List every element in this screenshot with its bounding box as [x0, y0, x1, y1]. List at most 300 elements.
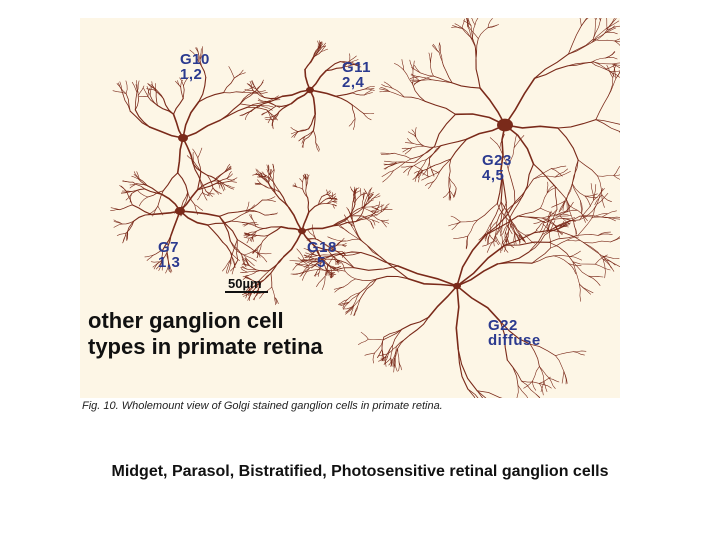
- dendrite: [342, 243, 346, 245]
- dendrite: [457, 235, 486, 286]
- dendrite: [394, 159, 411, 171]
- dendrite: [534, 164, 556, 187]
- neuron-g11: [240, 41, 375, 152]
- dendrite: [594, 62, 610, 71]
- dendrite: [620, 131, 621, 146]
- dendrite: [183, 86, 184, 99]
- dendrite: [268, 227, 281, 236]
- dendrite: [580, 284, 581, 301]
- dendrite: [551, 166, 566, 169]
- dendrite: [434, 171, 440, 182]
- dendrite: [578, 234, 598, 235]
- dendrite: [361, 194, 366, 196]
- dendrite: [410, 60, 413, 70]
- cell-label-g10: [180, 52, 210, 82]
- figure-title-line-1: other ganglion cell: [88, 308, 284, 333]
- dendrite: [462, 19, 464, 28]
- dendrite: [382, 171, 394, 177]
- dendrite: [213, 188, 219, 195]
- dendrite: [178, 173, 188, 193]
- dendrite: [452, 222, 461, 230]
- dendrite: [532, 248, 551, 263]
- dendrite: [156, 92, 157, 105]
- dendrite: [365, 353, 375, 355]
- dendrite: [224, 168, 231, 173]
- dendrite: [429, 53, 431, 63]
- dendrite: [249, 265, 257, 270]
- dendrite: [247, 238, 249, 243]
- dendrite: [594, 62, 613, 64]
- soma: [298, 228, 306, 234]
- cell-strata: 1,2: [180, 66, 203, 83]
- dendrite: [381, 220, 388, 221]
- dendrite: [384, 82, 392, 88]
- dendrite: [355, 195, 361, 202]
- dendrite: [567, 184, 573, 200]
- dendrite: [257, 250, 258, 255]
- dendrite: [371, 210, 378, 212]
- cell-name: G7: [158, 239, 180, 256]
- dendrite: [518, 208, 541, 216]
- cell-strata: diffuse: [488, 332, 541, 349]
- dendrite: [595, 264, 610, 270]
- dendrite: [297, 187, 303, 189]
- dendrite: [302, 226, 333, 231]
- dendrite: [293, 261, 305, 270]
- figure-title-line-2: types in primate retina: [88, 334, 323, 359]
- dendrite: [364, 90, 372, 95]
- dendrite: [490, 138, 500, 149]
- dendrite: [240, 104, 260, 106]
- dendrite: [219, 216, 237, 239]
- dendrite: [573, 352, 584, 355]
- dendrite: [433, 44, 439, 52]
- dendrite: [156, 89, 164, 99]
- dendrite: [581, 18, 596, 26]
- dendrite: [237, 240, 238, 261]
- dendrite: [341, 239, 360, 241]
- dendrite: [560, 215, 571, 216]
- dendrite: [363, 192, 365, 199]
- dendrite: [354, 307, 358, 316]
- dendrite: [368, 339, 383, 340]
- cell-name: G10: [180, 51, 210, 68]
- dendrite: [408, 166, 413, 175]
- dendrite: [573, 262, 596, 265]
- dendrite: [574, 222, 577, 234]
- dendrite: [255, 82, 263, 91]
- dendrite: [569, 205, 581, 213]
- dendrite: [271, 273, 272, 287]
- dendrite: [139, 197, 148, 206]
- dendrite: [492, 202, 501, 221]
- cell-label-g11: [342, 60, 371, 90]
- dendrite: [556, 356, 564, 372]
- dendrite: [220, 104, 240, 120]
- dendrite: [356, 279, 377, 281]
- dendrite: [522, 164, 533, 197]
- dendrite: [373, 353, 375, 363]
- dendrite: [335, 270, 345, 271]
- dendrite: [111, 210, 120, 211]
- dendrite: [449, 222, 461, 226]
- dendrite: [144, 88, 149, 97]
- dendrite: [262, 111, 268, 115]
- dendrite: [223, 242, 232, 256]
- dendrite: [247, 271, 256, 272]
- dendrite: [515, 234, 516, 245]
- dendrite: [250, 215, 253, 220]
- dendrite: [568, 62, 594, 66]
- dendrite: [150, 87, 151, 95]
- dendrite: [372, 215, 382, 221]
- dendrite: [291, 127, 298, 131]
- dendrite: [470, 18, 475, 25]
- dendrite: [377, 276, 409, 279]
- dendrite: [237, 240, 256, 252]
- dendrite: [613, 62, 620, 64]
- dendrite: [607, 18, 614, 30]
- dendrite: [449, 159, 451, 178]
- dendrite: [432, 80, 452, 83]
- dendrite: [174, 99, 184, 115]
- dendrite: [297, 249, 305, 261]
- cell-strata: 1,3: [158, 254, 181, 271]
- dendrite: [558, 128, 578, 160]
- cell-strata: 2,4: [342, 74, 365, 91]
- dendrite: [616, 66, 620, 78]
- soma: [175, 207, 185, 215]
- dendrite: [117, 84, 123, 95]
- soma: [178, 134, 188, 142]
- dendrite: [395, 362, 397, 372]
- dendrite: [138, 191, 148, 197]
- dendrite: [203, 193, 207, 201]
- figure-title: [88, 308, 323, 360]
- dendrite: [392, 88, 404, 97]
- dendrite: [572, 160, 578, 184]
- dendrite: [138, 86, 144, 96]
- dendrite: [577, 18, 581, 26]
- dendrite: [253, 237, 254, 242]
- dendrite: [556, 352, 574, 356]
- dendrite: [248, 272, 256, 276]
- ganglion-cell-figure: [80, 18, 620, 398]
- figure-caption: Fig. 10. Wholemount view of Golgi stained ganglion cells in primate retina.: [82, 400, 443, 412]
- dendrite: [313, 131, 315, 143]
- dendrite: [383, 171, 394, 182]
- cell-label-g23: [482, 153, 512, 183]
- dendrite: [598, 18, 600, 21]
- dendrite: [345, 271, 356, 279]
- dendrite: [412, 146, 425, 148]
- dendrite: [451, 216, 461, 222]
- dendrite: [410, 317, 429, 335]
- dendrite: [564, 371, 566, 384]
- dendrite: [344, 279, 356, 287]
- soma: [306, 87, 314, 93]
- dendrite: [208, 221, 232, 225]
- dendrite: [208, 225, 223, 242]
- dendrite: [600, 18, 601, 21]
- dendrite: [244, 237, 249, 238]
- dendrite: [134, 215, 152, 222]
- dendrite: [358, 339, 368, 344]
- dendrite: [363, 113, 371, 120]
- dendrite: [514, 385, 518, 398]
- dendrite: [421, 172, 429, 176]
- dendrite: [454, 236, 468, 238]
- dendrite: [198, 184, 216, 190]
- dendrite: [555, 169, 568, 177]
- dendrite: [193, 152, 194, 161]
- dendrite: [318, 41, 319, 48]
- dendrite: [337, 268, 342, 269]
- dendrite: [431, 62, 434, 76]
- dendrite: [588, 276, 600, 285]
- dendrite: [394, 63, 403, 70]
- dendrite: [544, 381, 547, 392]
- dendrite: [570, 257, 582, 261]
- dendrite: [360, 279, 377, 293]
- dendrite: [349, 119, 355, 126]
- dendrite: [261, 184, 268, 188]
- dendrite: [284, 231, 302, 257]
- dendrite: [420, 73, 433, 76]
- dendrite: [449, 190, 450, 199]
- dendrite: [351, 187, 354, 192]
- soma: [453, 283, 461, 289]
- dendrite: [308, 198, 309, 212]
- dendrite: [580, 284, 594, 293]
- dendrite: [157, 105, 173, 114]
- dendrite: [117, 233, 126, 236]
- dendrite: [615, 41, 620, 50]
- dendrite: [381, 205, 382, 213]
- dendrite: [123, 233, 126, 242]
- dendrite: [567, 240, 580, 241]
- dendrite: [549, 235, 578, 242]
- dendrite: [126, 81, 127, 94]
- dendrite: [372, 205, 379, 207]
- dendrite: [585, 196, 591, 206]
- dendrite: [363, 279, 377, 295]
- dendrite: [310, 71, 326, 90]
- dendrite: [247, 222, 257, 223]
- dendrite: [229, 182, 237, 183]
- dendrite: [432, 46, 439, 53]
- dendrite: [361, 253, 398, 267]
- dendrite: [540, 193, 547, 208]
- dendrite: [488, 25, 499, 28]
- dendrite: [256, 226, 266, 228]
- dendrite: [256, 169, 260, 175]
- dendrite: [219, 210, 247, 216]
- cell-name: G11: [342, 59, 372, 76]
- dendrite: [475, 18, 480, 25]
- cell-name: G23: [482, 152, 512, 169]
- dendrite: [198, 148, 202, 158]
- soma: [497, 119, 513, 132]
- dendrite: [224, 78, 235, 93]
- dendrite: [539, 367, 549, 379]
- dendrite: [123, 181, 133, 183]
- dendrite: [408, 132, 416, 137]
- dendrite: [606, 57, 618, 59]
- dendrite: [361, 332, 368, 339]
- dendrite: [384, 161, 396, 162]
- dendrite: [362, 241, 380, 257]
- dendrite: [539, 377, 550, 383]
- dendrite: [408, 279, 457, 286]
- dendrite: [247, 210, 265, 215]
- dendrite: [606, 52, 615, 58]
- dendrite: [478, 28, 488, 39]
- dendrite: [265, 214, 277, 215]
- slide-caption: Midget, Parasol, Bistratified, Photosensitive retinal ganglion cells: [111, 463, 609, 480]
- dendrite: [461, 220, 478, 222]
- dendrite: [371, 222, 374, 229]
- dendrite: [397, 162, 416, 163]
- dendrite: [247, 200, 262, 210]
- dendrite: [533, 169, 551, 180]
- dendrite: [227, 171, 232, 178]
- dendrite: [232, 254, 240, 261]
- dendrite: [262, 200, 275, 202]
- cell-label-g18: [307, 240, 337, 270]
- cell-label-g7: [158, 240, 180, 270]
- dendrite: [120, 205, 133, 210]
- dendrite: [279, 104, 291, 112]
- dendrite: [515, 179, 534, 202]
- dendrite: [550, 232, 551, 248]
- dendrite: [219, 216, 230, 241]
- dendrite: [568, 39, 593, 54]
- dendrite: [558, 120, 596, 128]
- dendrite: [542, 216, 560, 218]
- dendrite: [259, 293, 264, 298]
- cell-name: G18: [307, 239, 337, 256]
- dendrite: [608, 78, 613, 97]
- cell-name: G22: [488, 317, 518, 334]
- dendrite: [535, 66, 568, 78]
- dendrite: [431, 53, 432, 63]
- dendrite: [339, 227, 349, 233]
- dendrite: [303, 189, 308, 198]
- dendrite: [614, 176, 620, 182]
- dendrite: [614, 166, 620, 175]
- dendrite: [183, 120, 220, 138]
- dendrite: [413, 160, 426, 167]
- dendrite: [394, 153, 411, 159]
- dendrite: [584, 241, 611, 243]
- dendrite: [533, 176, 555, 179]
- dendrite: [335, 93, 352, 97]
- scale-bar-label: 50µm: [228, 276, 262, 291]
- dendrite: [425, 182, 433, 186]
- dendrite: [303, 177, 305, 182]
- dendrite: [615, 34, 620, 41]
- dendrite: [468, 220, 478, 236]
- dendrite: [441, 139, 467, 146]
- dendrite: [551, 169, 562, 177]
- dendrite: [181, 87, 184, 98]
- dendrite: [398, 348, 399, 361]
- dendrite: [198, 193, 203, 200]
- dendrite: [264, 96, 282, 98]
- dendrite: [435, 114, 456, 146]
- dendrite: [580, 284, 591, 294]
- dendrite: [310, 90, 315, 114]
- dendrite: [342, 263, 345, 271]
- neuron-g22: [290, 134, 620, 398]
- dendrite: [414, 65, 420, 73]
- dendrite: [132, 205, 151, 215]
- dendrite: [505, 78, 535, 125]
- dendrite: [476, 39, 478, 60]
- dendrite: [596, 96, 608, 119]
- cell-strata: 5: [317, 254, 326, 271]
- dendrite: [540, 208, 556, 215]
- cell-strata: 4,5: [482, 167, 505, 184]
- dendrite: [535, 54, 569, 78]
- dendrite: [476, 59, 480, 88]
- dendrite: [354, 266, 398, 270]
- dendrite: [178, 138, 183, 173]
- dendrite: [257, 235, 268, 236]
- dendrite: [606, 32, 618, 34]
- dendrite: [273, 171, 274, 181]
- dendrite: [404, 97, 425, 101]
- dendrite: [452, 83, 480, 88]
- dendrite: [411, 75, 419, 77]
- dendrite: [227, 174, 233, 179]
- dendrite: [443, 191, 449, 198]
- dendrite: [404, 70, 413, 84]
- dendrite: [305, 131, 313, 137]
- dendrite: [570, 251, 580, 257]
- dendrite: [353, 93, 365, 95]
- dendrite: [327, 204, 333, 205]
- dendrite: [603, 259, 620, 266]
- dendrite: [592, 18, 596, 20]
- dendrite: [163, 173, 178, 191]
- dendrite: [149, 206, 158, 214]
- dendrite: [425, 101, 455, 114]
- dendrite: [300, 179, 303, 183]
- dendrite: [611, 235, 620, 242]
- dendrite: [434, 76, 453, 83]
- dendrite: [164, 99, 174, 114]
- dendrite: [549, 242, 573, 261]
- dendrite: [435, 159, 451, 165]
- dendrite: [305, 58, 313, 70]
- dendrite: [114, 224, 122, 227]
- dendrite: [456, 286, 459, 349]
- dendrite: [596, 120, 620, 125]
- dendrite: [261, 235, 268, 244]
- dendrite: [424, 146, 441, 148]
- dendrite: [532, 256, 554, 263]
- dendrite: [398, 266, 457, 286]
- dendrite: [335, 96, 352, 105]
- dendrite: [585, 194, 597, 196]
- dendrite: [372, 196, 380, 199]
- dendrite: [555, 187, 557, 210]
- dendrite: [396, 335, 410, 347]
- dendrite: [554, 256, 569, 264]
- dendrite: [578, 160, 597, 176]
